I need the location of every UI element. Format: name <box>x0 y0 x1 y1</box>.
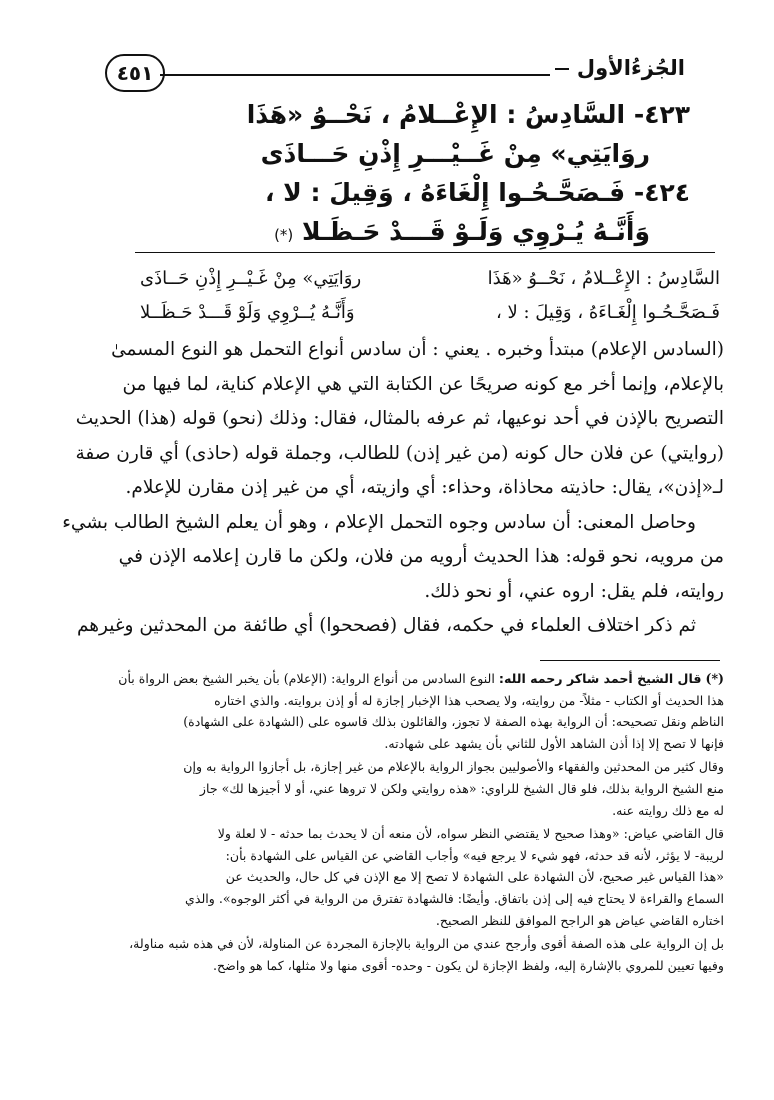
commentary-paragraph <box>75 333 724 506</box>
verse-line: روَايَتِي» مِنْ غَــيْـــرِ إِذْنِ حَـــاذَى <box>260 139 650 168</box>
text-line: لـ«إذن»، يقال: حاذيته محاذاة، وحذاء: أي وازيته، أي من غير إذن مقارن للإعلام. <box>125 477 724 498</box>
hemistich-left: وَأَنَّـهُ يُــرْوِي وَلَوْ قَـــدْ حَـظَــلا <box>140 302 355 323</box>
section-divider <box>135 252 715 253</box>
footnote <box>84 668 724 978</box>
verse-pair-row <box>140 296 720 330</box>
text-line: وحاصل المعنى: أن سادس وجوه التحمل الإعلام ، وهو أن يعلم الشيخ الطالب بشيء <box>62 511 696 533</box>
footnote-line: «هذا القياس غير صحيح، لأن الشهادة على الشهادة لا تصح إلا مع الإذن في كل حال، والحديث عن <box>225 869 724 885</box>
verse-pair <box>140 262 720 330</box>
footnote-line: لريبة- لا يؤثر، لأنه قد حدثه، فهو شيء لا يرجع فيه» وأجاب القاضي عن القياس على الشهادة بأن: <box>225 847 724 863</box>
running-title: الجُزءُالأول <box>555 56 685 80</box>
footnote-line: وقال كثير من المحدثين والفقهاء والأصوليين بجواز الرواية بالإعلام من غير إجازة، بل أجازوا الرواية به وإن <box>183 759 724 775</box>
footnote-line: هذا الحديث أو الكتاب - مثلاً- من روايته، ولا يصحب هذا الإخبار إجازة له أو إذن بروايته. والذي اختاره <box>214 692 724 708</box>
footnote-marker: (*) <box>705 671 724 686</box>
footnote-line: فإنها لا تصح إلا إذا أذن الشاهد الأول للثاني بأن يشهد على شهادته. <box>384 735 724 751</box>
footnote-line: له مع ذلك روايته عنه. <box>612 802 724 818</box>
footnote-line: قال القاضي عياض: «وهذا صحيح لا يقتضي النظر سواه، لأن منعه أن لا يحدث بما حدثه - لا لعلة ولا <box>217 826 724 842</box>
verse-pair-row <box>140 262 720 296</box>
text-line: روايته، فلم يقل: اروه عني، أو نحو ذلك. <box>424 580 724 602</box>
footnote-author: قال الشيخ أحمد شاكر رحمه الله: <box>498 671 702 686</box>
footnote-paragraph <box>84 756 724 821</box>
footnote-divider <box>540 660 720 661</box>
footnote-line: اختاره القاضي عياض هو الراجح الموافق للنظر الصحيح. <box>435 912 724 928</box>
page-header <box>95 52 685 94</box>
commentary-paragraph <box>62 506 724 610</box>
poem-verses <box>130 95 690 251</box>
hemistich-right: فَـصَحَّـحُـوا إِلْغَـاءَهُ ، وَقِيلَ : لا ، <box>495 302 720 323</box>
text-line: (روايتي) عن فلان حال كونه (من غير إذن) للطالب، وجملة قوله (حاذى) أي قارن صفة <box>75 442 724 464</box>
text-line: بالإعلام، وإنما أخر مع كونه صريحًا عن الكتابة التي هي الإعلام كناية، لما فيها من <box>122 373 724 395</box>
text-line: التصريح بالإذن في أحد نوعيها، ثم عرفه بالمثال، فقال: وذلك (نحو) قوله (هذا) الحديث <box>75 408 724 429</box>
footnote-line: الناظم ونقل تصحيحه: أن الرواية بهذه الصفة لا تجوز، والقائلون بذلك قاسوه على (الشهادة على الشهادة) <box>183 714 724 730</box>
footnote-marker: (*) <box>274 226 294 244</box>
text-line: ثم ذكر اختلاف العلماء في حكمه، فقال (فصححوا) أي طائفة من المحدثين وغيرهم <box>76 615 696 636</box>
commentary-text <box>62 333 724 644</box>
verse-line: ٤٢٣- السَّادِسُ : الإِعْــلامُ ، نَحْــوُ «هَذَا <box>246 100 690 129</box>
verse-line <box>130 212 690 251</box>
footnote-paragraph <box>84 933 724 976</box>
footnote-line: بل إن الرواية على هذه الصفة أقوى وأرجح عندي من الرواية بالإجازة المجردة عن المناولة، لأن في هذه شبه مناولة، <box>129 936 724 952</box>
verse-line: ٤٢٤- فَـصَحَّـحُـوا إِلْغَاءَهُ ، وَقِيلَ : لا ، <box>264 178 690 207</box>
text-line: (السادس الإعلام) مبتدأ وخبره . يعني : أن سادس أنواع التحمل هو النوع المسمىٰ <box>111 339 724 360</box>
footnote-line: منع الشيخ الرواية بذلك، فلو قال الشيخ للراوي: «هذه روايتي ولكن لا تروها عني، أو لا أجيزها لك» جاز <box>199 780 724 796</box>
hemistich-right: السَّادِسُ : الإِعْــلامُ ، نَحْــوُ «هَذَا <box>487 268 720 289</box>
hemistich-left: روَايَتِي» مِنْ غَـيْــرِ إِذْنِ حَــاذَى <box>140 268 362 289</box>
footnote-paragraph <box>84 823 724 931</box>
header-rule <box>160 74 550 76</box>
footnote-line: وفيها تعيين للمروي بالإشارة إليه، ولفظ الإجازة لن يكون - وحده- أقوى منها ولا مثلها، كما هو واضح. <box>213 957 724 973</box>
text-line: من مرويه، نحو قوله: هذا الحديث أرويه من فلان، ولكن ما قارن إعلامه الإذن في <box>118 546 724 567</box>
footnote-line: السماع والقراءة لا يحتاج فيه إلى إذن باتفاق. وأيضًا: فالشهادة تفترق من الرواية في أكثر الوجوه». والذي <box>185 890 724 906</box>
page-number-badge: ٤٥١ <box>105 54 165 92</box>
footnote-line <box>84 668 724 690</box>
verse-text: وَأَنَّـهُ يُـرْوِي وَلَـوْ قَـــدْ حَـظَـلا <box>302 217 650 246</box>
footnote-paragraph <box>84 668 724 754</box>
footnote-text: النوع السادس من أنواع الرواية: (الإعلام) بأن يخبر الشيخ بعض الرواة بأن <box>118 671 495 686</box>
commentary-paragraph <box>76 609 724 644</box>
